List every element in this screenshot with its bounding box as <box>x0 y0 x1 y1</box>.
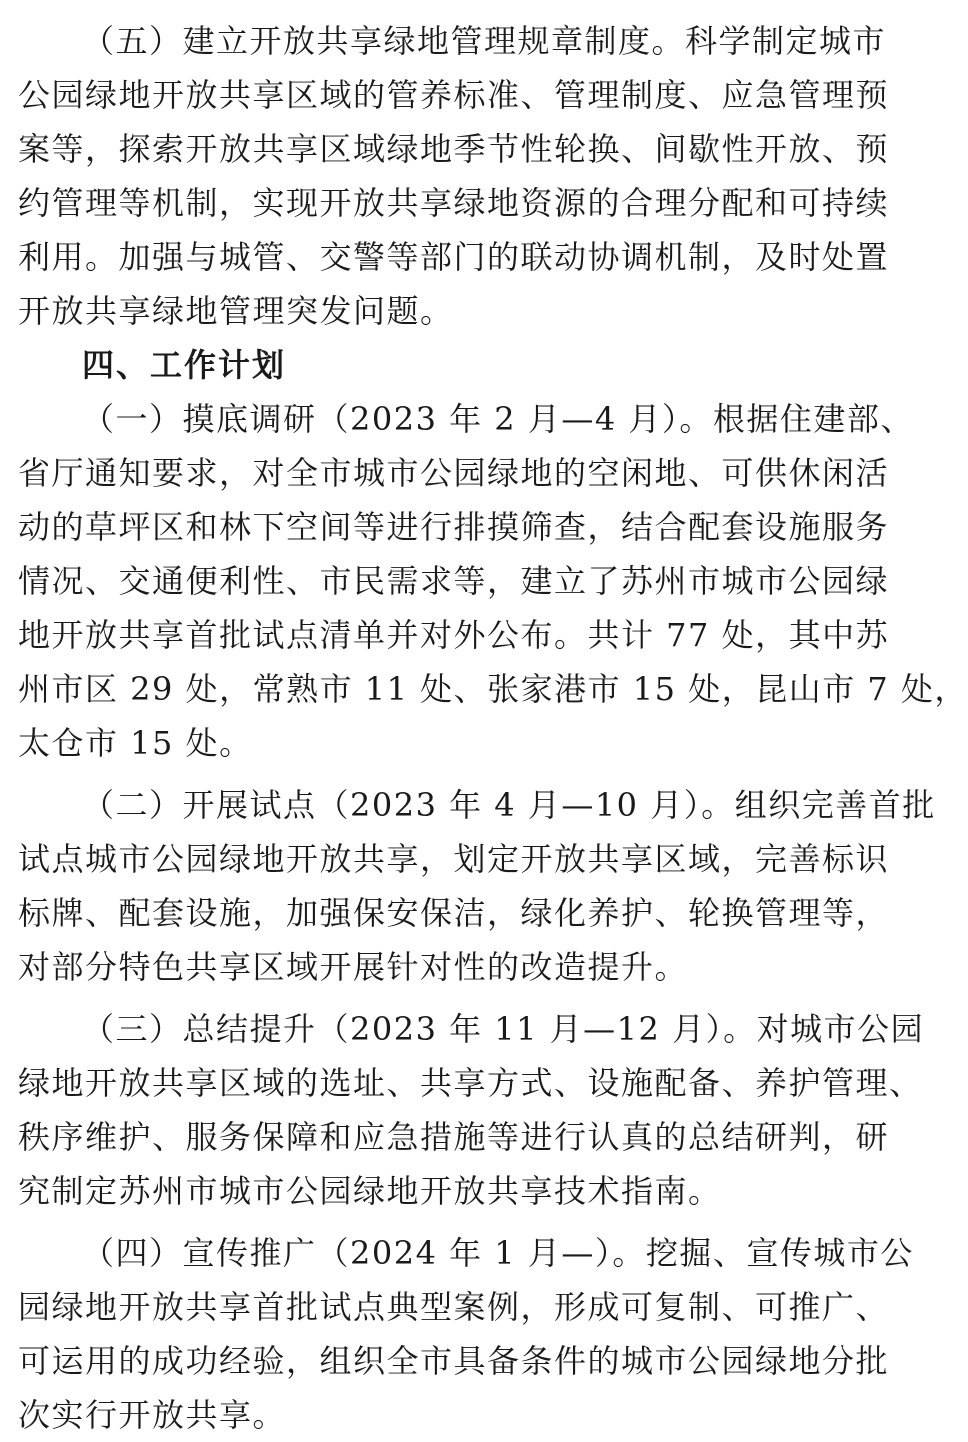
spacer <box>18 1218 832 1226</box>
paragraph-line: （三）总结提升（2023 年 11 月—12 月）。对城市公园 <box>82 1010 925 1048</box>
paragraph-line: （二）开展试点（2023 年 4 月—10 月）。组织完善首批 <box>82 786 936 824</box>
paragraph-line: 州市区 29 处，常熟市 11 处、张家港市 15 处，昆山市 7 处， <box>18 670 968 708</box>
paragraph-line: 案等，探索开放共享区域绿地季节性轮换、间歇性开放、预 <box>18 130 890 168</box>
paragraph-line: 可运用的成功经验，组织全市具备条件的城市公园绿地分批 <box>18 1342 890 1380</box>
plan-item-4-paragraph <box>18 1226 914 1442</box>
paragraph-line: 对部分特色共享区域开展针对性的改造提升。 <box>18 948 689 986</box>
plan-item-3-paragraph <box>18 1002 925 1218</box>
paragraph-line: 约管理等机制，实现开放共享绿地资源的合理分配和可持续 <box>18 184 890 222</box>
paragraph-line: 省厅通知要求，对全市城市公园绿地的空闲地、可供休闲活 <box>18 454 890 492</box>
paragraph-line: （四）宣传推广（2024 年 1 月—）。挖掘、宣传城市公 <box>82 1234 914 1272</box>
paragraph-line: 利用。加强与城管、交警等部门的联动协调机制，及时处置 <box>18 238 890 276</box>
paragraph-line: 究制定苏州市城市公园绿地开放共享技术指南。 <box>18 1172 722 1210</box>
paragraph-line: 秩序维护、服务保障和应急措施等进行认真的总结研判，研 <box>18 1118 890 1156</box>
paragraph-line: 地开放共享首批试点清单并对外公布。共计 77 处，其中苏 <box>18 616 890 654</box>
paragraph-line: 绿地开放共享区域的选址、共享方式、设施配备、养护管理、 <box>18 1064 923 1102</box>
spacer <box>18 770 832 778</box>
paragraph-line: 次实行开放共享。 <box>18 1396 287 1434</box>
paragraph-line: （五）建立开放共享绿地管理规章制度。科学制定城市 <box>82 22 887 60</box>
paragraph-line: 标牌、配套设施，加强保安保洁，绿化养护、轮换管理等， <box>18 894 890 932</box>
paragraph-line: （一）摸底调研（2023 年 2 月—4 月）。根据住建部、 <box>82 400 914 438</box>
paragraph-line: 开放共享绿地管理突发问题。 <box>18 292 454 330</box>
paragraph-line: 试点城市公园绿地开放共享，划定开放共享区域，完善标识 <box>18 840 890 878</box>
section-heading-work-plan: 四、工作计划 <box>82 346 287 384</box>
paragraph-line: 公园绿地开放共享区域的管养标准、管理制度、应急管理预 <box>18 76 890 114</box>
section-5-paragraph <box>18 14 890 338</box>
paragraph-line: 情况、交通便利性、市民需求等，建立了苏州市城市公园绿 <box>18 562 890 600</box>
plan-item-1-paragraph <box>18 392 968 770</box>
plan-item-2-paragraph <box>18 778 936 994</box>
paragraph-line: 动的草坪区和林下空间等进行排摸筛查，结合配套设施服务 <box>18 508 890 546</box>
spacer <box>18 994 832 1002</box>
document-page <box>18 14 968 1442</box>
paragraph-line: 园绿地开放共享首批试点典型案例，形成可复制、可推广、 <box>18 1288 890 1326</box>
paragraph-line: 太仓市 15 处。 <box>18 724 253 762</box>
